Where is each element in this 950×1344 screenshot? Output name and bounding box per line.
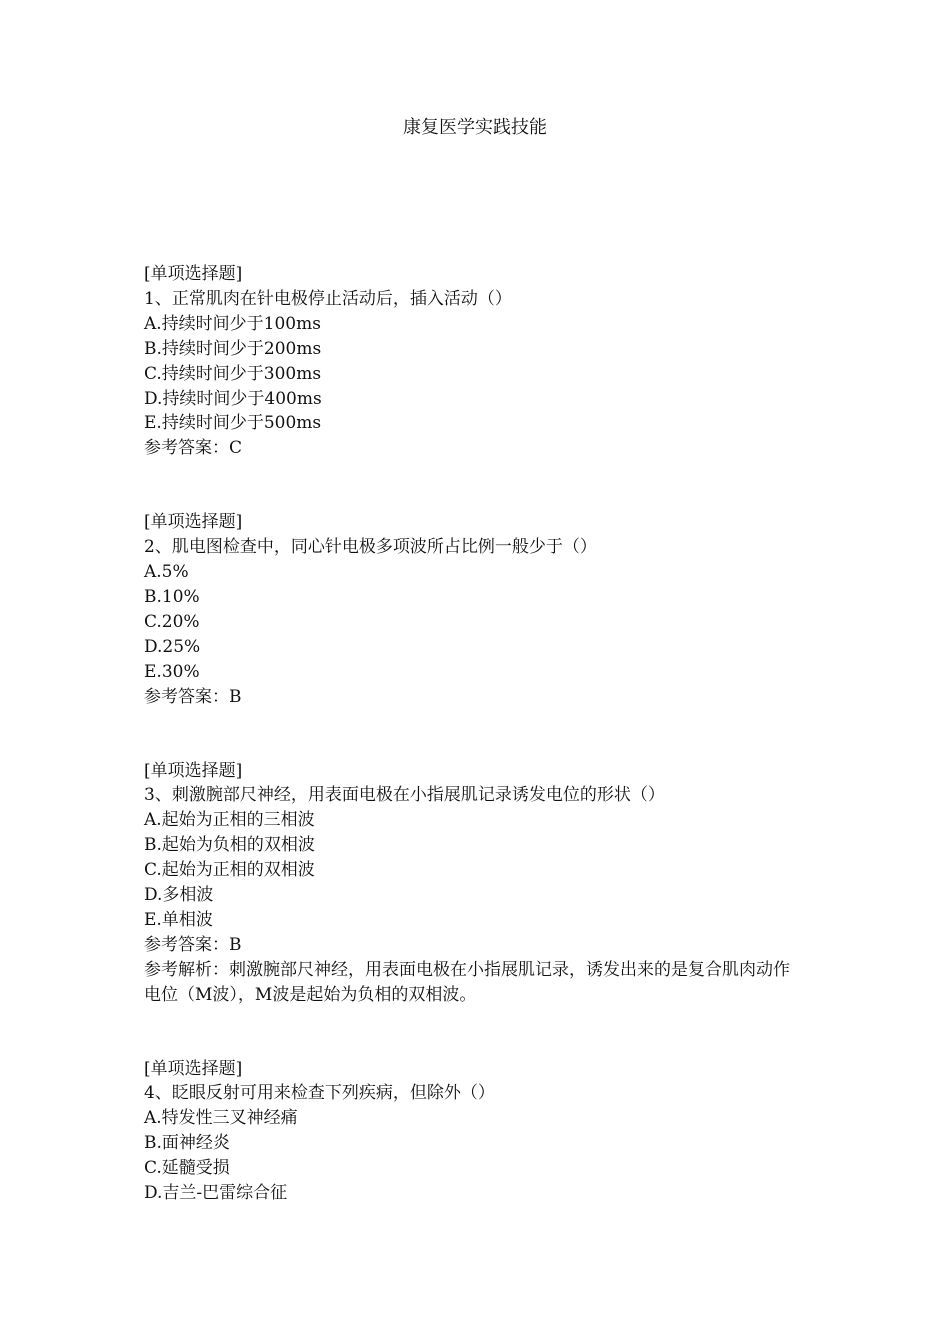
question-type-label: [单项选择题] bbox=[144, 512, 243, 533]
option-a: A.5% bbox=[144, 562, 189, 583]
answer: 参考答案：C bbox=[144, 438, 243, 459]
question-2 bbox=[144, 510, 824, 709]
option-d: D.25% bbox=[144, 636, 201, 657]
question-type-label: [单项选择题] bbox=[144, 1058, 243, 1079]
question-3 bbox=[144, 759, 824, 1008]
option-a: A.持续时间少于100ms bbox=[144, 313, 321, 334]
option-a: A.特发性三叉神经痛 bbox=[144, 1108, 298, 1129]
question-type-label: [单项选择题] bbox=[144, 264, 243, 284]
option-a: A.起始为正相的三相波 bbox=[144, 810, 315, 831]
option-e: E.单相波 bbox=[144, 909, 213, 930]
option-c: C.20% bbox=[144, 611, 200, 632]
option-c: C.延髓受损 bbox=[144, 1158, 230, 1179]
option-c: C.起始为正相的双相波 bbox=[144, 860, 315, 881]
answer: 参考答案：B bbox=[144, 934, 242, 955]
option-d: D.吉兰-巴雷综合征 bbox=[144, 1183, 288, 1204]
question-4 bbox=[144, 1057, 824, 1206]
question-stem: 3、刺激腕部尺神经，用表面电极在小指展肌记录诱发电位的形状（） bbox=[144, 785, 665, 806]
option-d: D.多相波 bbox=[144, 885, 214, 906]
option-b: B.10% bbox=[144, 586, 200, 607]
option-e: E.30% bbox=[144, 661, 200, 682]
option-e: E.持续时间少于500ms bbox=[144, 413, 322, 434]
option-c: C.持续时间少于300ms bbox=[144, 363, 322, 384]
question-1 bbox=[144, 262, 824, 461]
document-title: 康复医学实践技能 bbox=[403, 117, 547, 138]
question-type-label: [单项选择题] bbox=[144, 760, 243, 781]
option-b: B.持续时间少于200ms bbox=[144, 338, 322, 359]
question-stem: 1、正常肌肉在针电极停止活动后，插入活动（） bbox=[144, 288, 512, 309]
explanation: 参考解析：刺激腕部尺神经，用表面电极在小指展肌记录，诱发出来的是复合肌肉动作电位（M波），M波是起始为负相的双相波。 bbox=[144, 959, 790, 1005]
question-stem: 4、眨眼反射可用来检查下列疾病，但除外（） bbox=[144, 1083, 495, 1104]
question-stem: 2、肌电图检查中，同心针电极多项波所占比例一般少于（） bbox=[144, 537, 597, 558]
answer: 参考答案：B bbox=[144, 686, 242, 707]
question-list bbox=[144, 262, 824, 1206]
option-d: D.持续时间少于400ms bbox=[144, 388, 322, 409]
option-b: B.起始为负相的双相波 bbox=[144, 835, 315, 856]
option-b: B.面神经炎 bbox=[144, 1133, 230, 1154]
